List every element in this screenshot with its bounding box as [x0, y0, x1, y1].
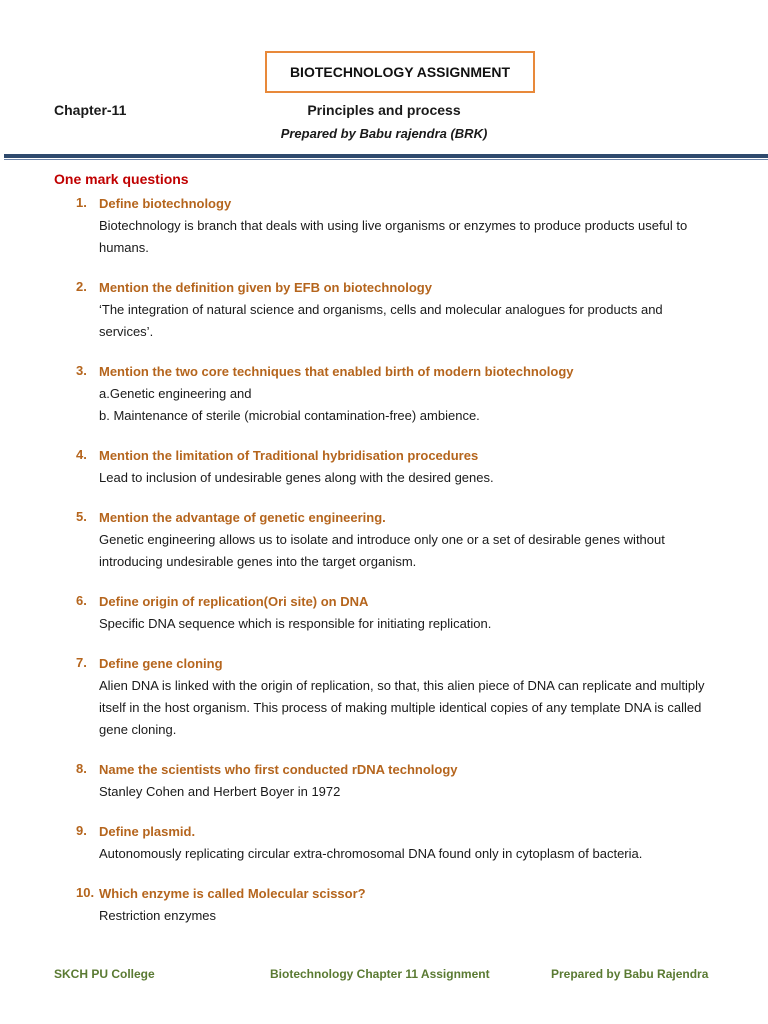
answer-text: Alien DNA is linked with the origin of replication, so that, this alien piece of DNA can replicate and multiply itself in the host organism. This process of making multiple identical copies of any template DNA is called gene cloning.	[99, 678, 705, 737]
prepared-by-line: Prepared by Babu rajendra (BRK)	[280, 126, 488, 141]
chapter-label: Chapter-11	[54, 102, 127, 118]
question-item	[0, 195, 768, 259]
question-number: 2.	[76, 279, 87, 294]
question-text: Mention the limitation of Traditional hybridisation procedures	[99, 448, 479, 463]
chapter-subtitle: Principles and process	[307, 102, 461, 118]
answer-text: Biotechnology is branch that deals with using live organisms or enzymes to produce products useful to humans.	[99, 218, 688, 255]
question-text: Mention the advantage of genetic engineering.	[99, 510, 386, 525]
question-item	[0, 509, 768, 573]
question-text: Which enzyme is called Molecular scissor?	[99, 886, 366, 901]
question-number: 10.	[76, 885, 95, 900]
question-number: 8.	[76, 761, 87, 776]
assignment-title-box	[265, 51, 535, 93]
header-divider-thin	[4, 159, 768, 160]
question-number: 7.	[76, 655, 87, 670]
question-number: 3.	[76, 363, 87, 378]
question-item	[0, 655, 768, 741]
section-heading: One mark questions	[54, 171, 189, 187]
answer-text: a.Genetic engineering and b. Maintenance of sterile (microbial contamination-free) ambience.	[99, 386, 480, 423]
question-item	[0, 593, 768, 635]
footer-author: Prepared by Babu Rajendra	[551, 967, 709, 981]
answer-text: Stanley Cohen and Herbert Boyer in 1972	[99, 784, 341, 799]
question-text: Define plasmid.	[99, 824, 196, 839]
question-number: 5.	[76, 509, 87, 524]
question-number: 1.	[76, 195, 87, 210]
question-item	[0, 885, 768, 927]
footer-college: SKCH PU College	[54, 967, 155, 981]
question-item	[0, 279, 768, 343]
question-item	[0, 823, 768, 865]
question-text: Mention the definition given by EFB on biotechnology	[99, 280, 432, 295]
question-text: Mention the two core techniques that enabled birth of modern biotechnology	[99, 364, 574, 379]
answer-text: Genetic engineering allows us to isolate and introduce only one or a set of desirable genes without introducing undesirable genes into the target organism.	[99, 532, 665, 569]
header-divider	[4, 154, 768, 158]
question-text: Define origin of replication(Ori site) on DNA	[99, 594, 369, 609]
question-number: 9.	[76, 823, 87, 838]
assignment-title: BIOTECHNOLOGY ASSIGNMENT	[289, 64, 511, 80]
answer-text: Restriction enzymes	[99, 908, 217, 923]
footer-document-title: Biotechnology Chapter 11 Assignment	[270, 967, 490, 981]
answer-text: Specific DNA sequence which is responsible for initiating replication.	[99, 616, 492, 631]
question-list	[0, 195, 768, 947]
question-text: Define biotechnology	[99, 196, 232, 211]
answer-text: Autonomously replicating circular extra-chromosomal DNA found only in cytoplasm of bacteria.	[99, 846, 643, 861]
question-item	[0, 447, 768, 489]
answer-text: Lead to inclusion of undesirable genes along with the desired genes.	[99, 470, 494, 485]
question-text: Define gene cloning	[99, 656, 223, 671]
question-item	[0, 761, 768, 803]
question-number: 6.	[76, 593, 87, 608]
answer-text: ‘The integration of natural science and organisms, cells and molecular analogues for products and services’.	[99, 302, 663, 339]
question-number: 4.	[76, 447, 87, 462]
question-item	[0, 363, 768, 427]
question-text: Name the scientists who first conducted rDNA technology	[99, 762, 458, 777]
